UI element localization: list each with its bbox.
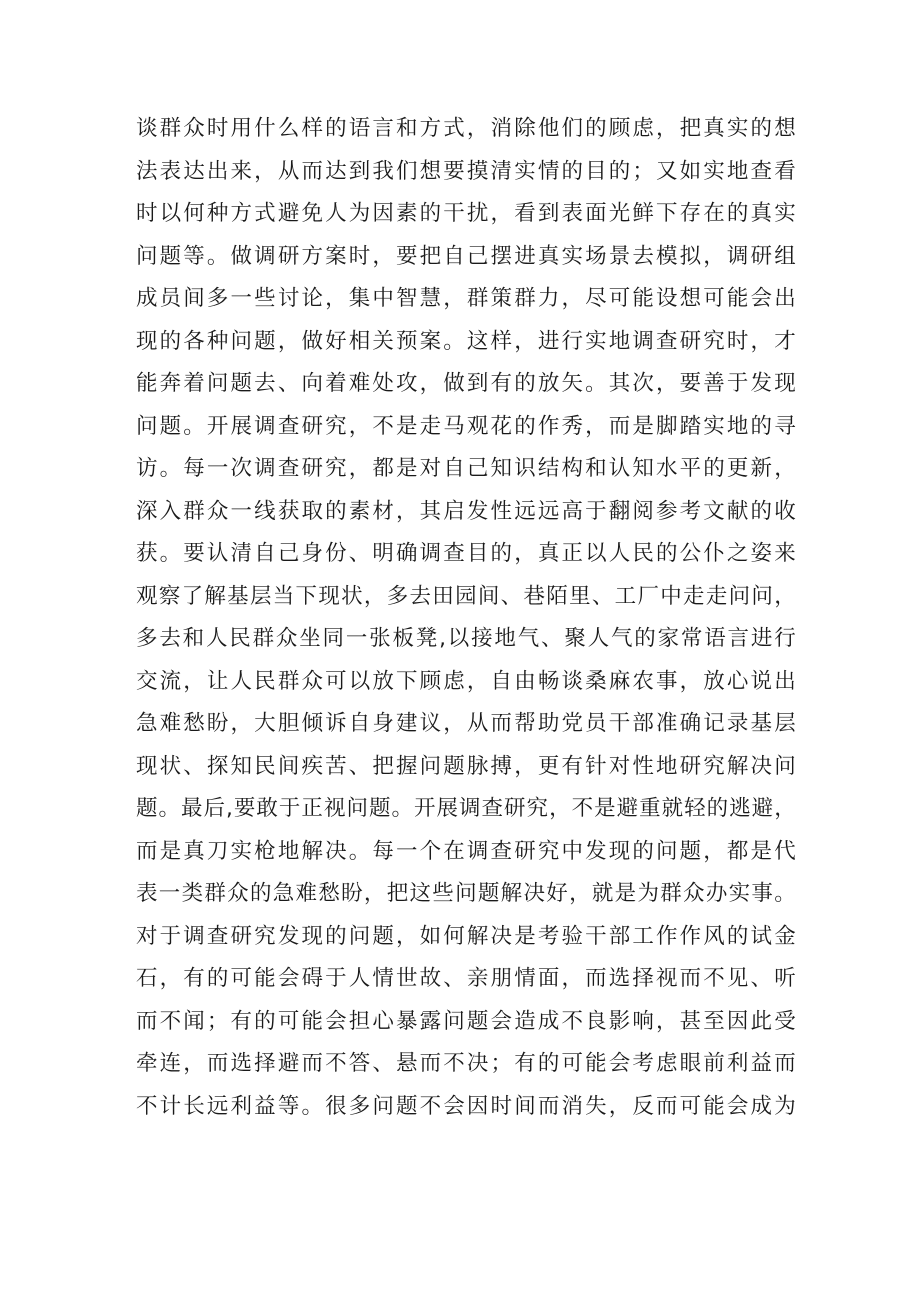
text-line: 急难愁盼，大胆倾诉自身建议，从而帮助党员干部准确记录基层 [136,711,796,736]
text-line: 能奔着问题去、向着难处攻，做到有的放矢。其次，要善于发现 [136,371,796,396]
text-line: 表一类群众的急难愁盼，把这些问题解决好，就是为群众办实事。 [136,881,796,906]
text-line: 现状、探知民间疾苦、把握问题脉搏，更有针对性地研究解决问 [136,753,796,779]
text-line: 现的各种问题，做好相关预案。这样，进行实地调查研究时，才 [136,328,796,354]
text-line: 交流，让人民群众可以放下顾虑，自由畅谈桑麻农事，放心说出 [136,668,796,694]
text-line: 获。要认清自己身份、明确调查目的，真正以人民的公仆之姿来 [136,541,796,566]
text-line: 问题等。做调研方案时，要把自己摆进真实场景去模拟，调研组 [136,243,796,269]
text-line: 时以何种方式避免人为因素的干扰，看到表面光鲜下存在的真实 [136,201,796,226]
text-line: 谈群众时用什么样的语言和方式，消除他们的顾虑，把真实的想 [136,116,796,141]
text-line: 多去和人民群众坐同一张板凳,以接地气、聚人气的家常语言进行 [136,626,796,651]
text-line: 而是真刀实枪地解决。每一个在调查研究中发现的问题，都是代 [136,838,796,864]
text-line: 访。每一次调查研究，都是对自己知识结构和认知水平的更新， [136,456,796,481]
text-line: 法表达出来，从而达到我们想要摸清实情的目的；又如实地查看 [136,158,796,184]
body-text [136,108,796,1128]
text-line: 不计长远利益等。很多问题不会因时间而消失，反而可能会成为 [136,1093,796,1119]
text-line: 成员间多一些讨论，集中智慧，群策群力，尽可能设想可能会出 [136,286,796,311]
text-line: 石，有的可能会碍于人情世故、亲朋情面，而选择视而不见、听 [136,966,796,991]
text-line: 深入群众一线获取的素材，其启发性远远高于翻阅参考文献的收 [136,498,796,524]
text-line: 问题。开展调查研究，不是走马观花的作秀，而是脚踏实地的寻 [136,413,796,439]
text-line: 观察了解基层当下现状，多去田园间、巷陌里、工厂中走走问问， [136,583,796,609]
text-line: 对于调查研究发现的问题，如何解决是考验干部工作作风的试金 [136,923,796,949]
text-line: 而不闻；有的可能会担心暴露问题会造成不良影响，甚至因此受 [136,1008,796,1034]
text-line: 牵连，而选择避而不答、悬而不决；有的可能会考虑眼前利益而 [136,1051,796,1076]
text-line: 题。最后,要敢于正视问题。开展调查研究，不是避重就轻的逃避， [136,796,796,821]
